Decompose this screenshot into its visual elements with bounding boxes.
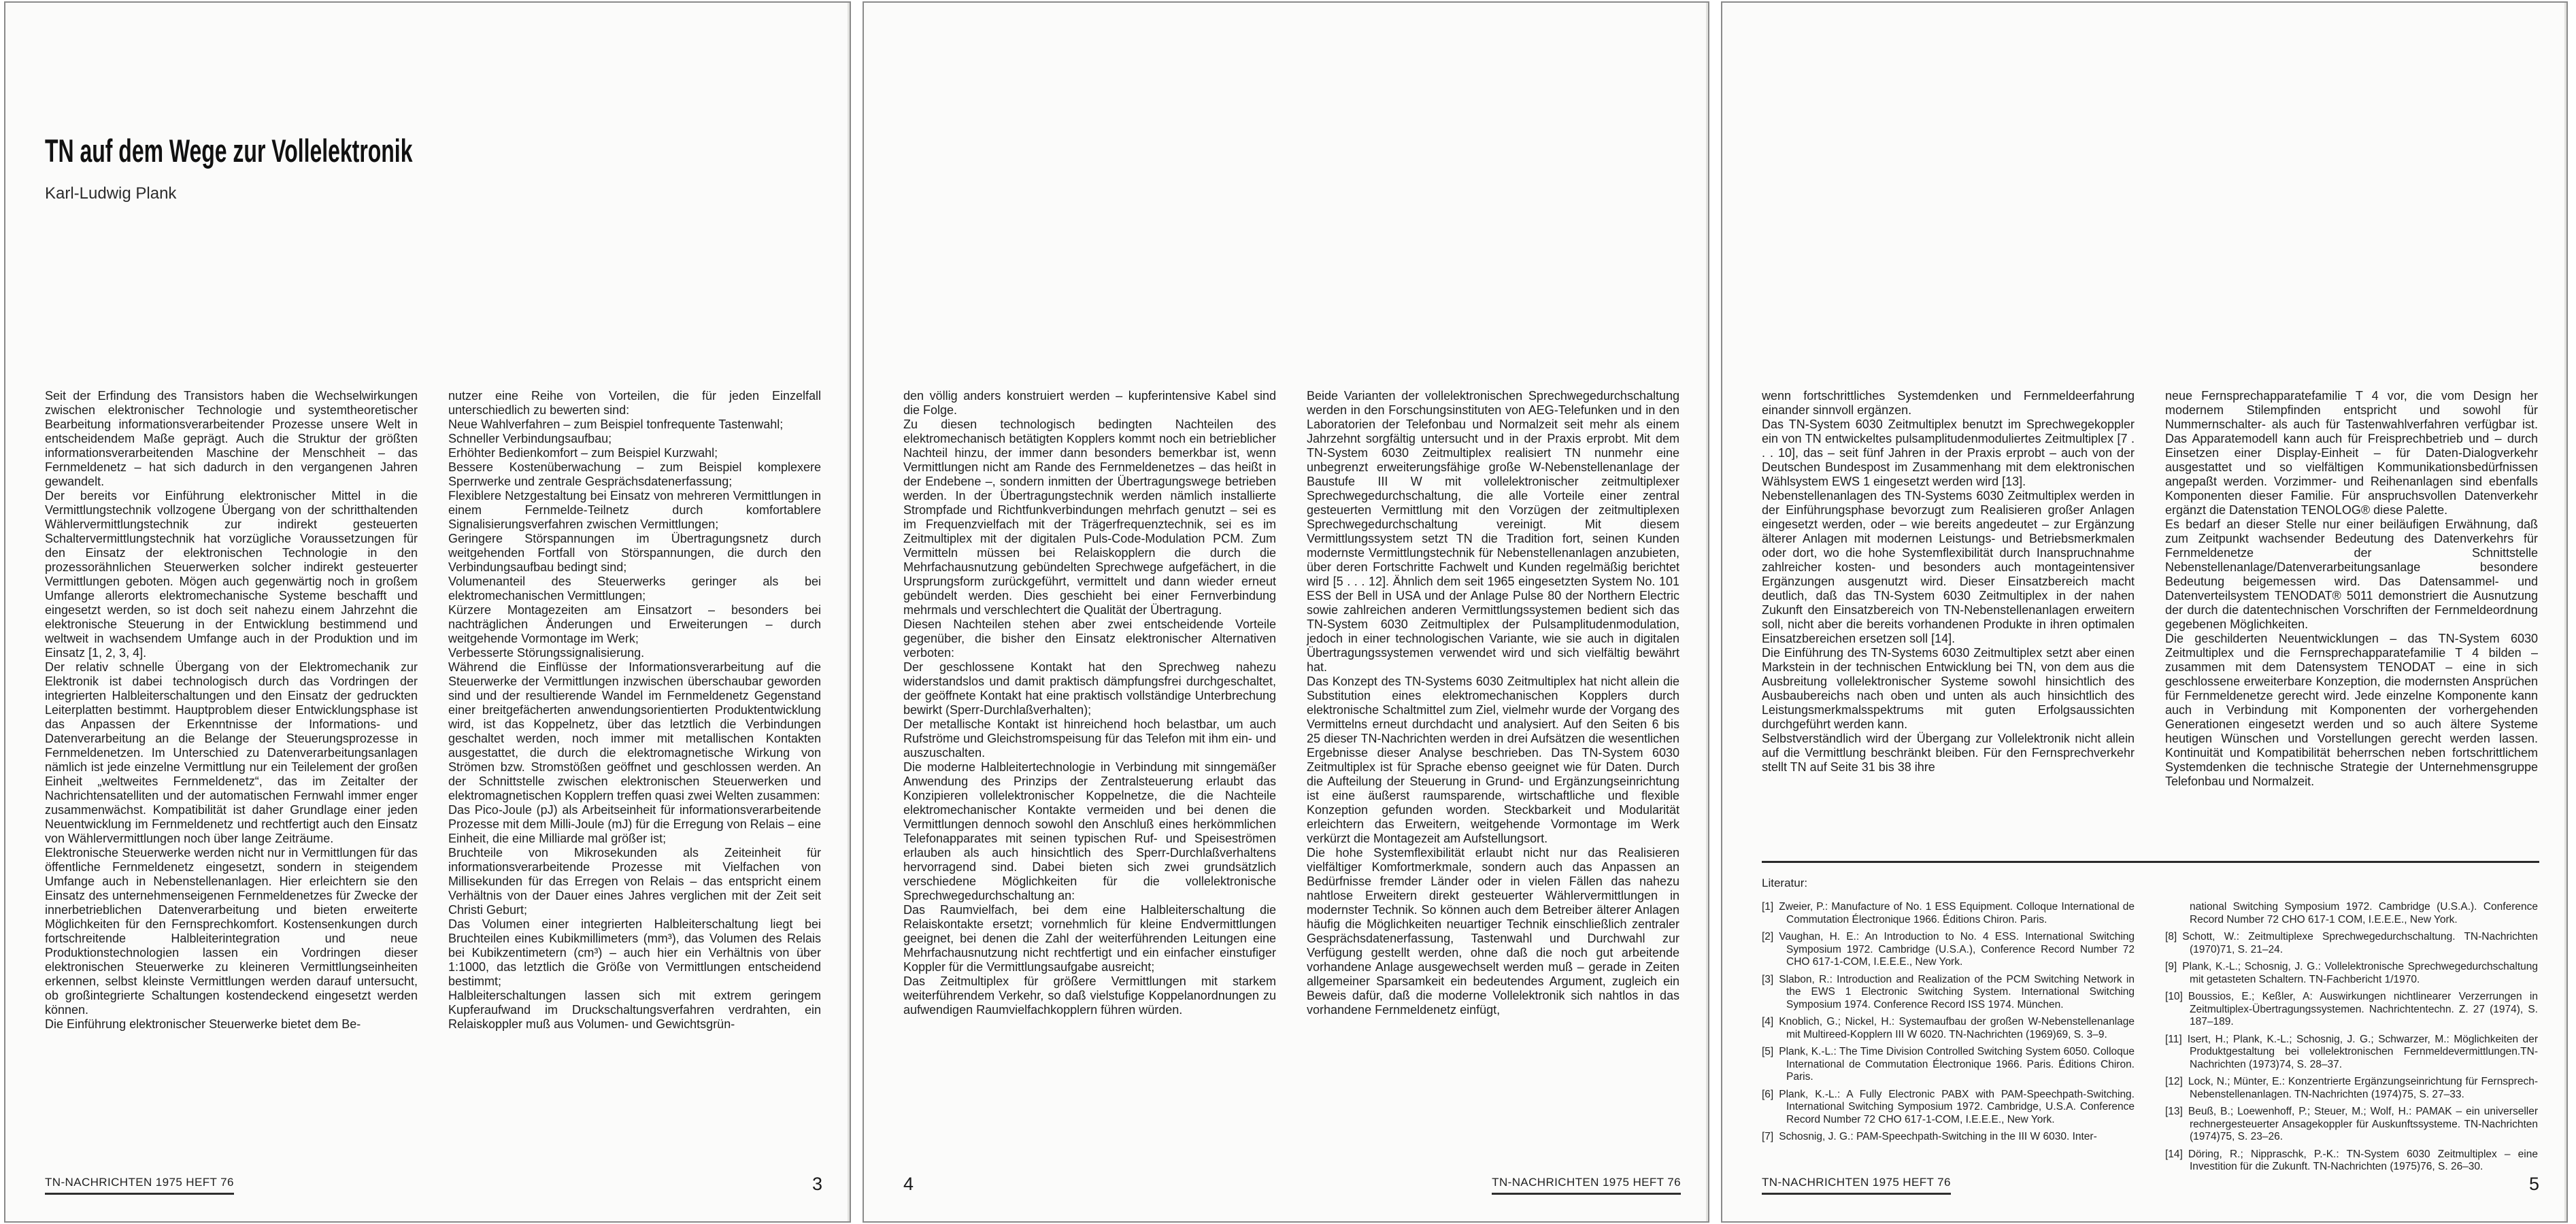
reference-text: Lock, N.; Münter, E.: Konzentrierte Ergänzungseinrichtung für Fernsprech-Nebenstellenanlagen. TN-Nachrichten (1974)75, S. 27–33. (2188, 1076, 2538, 1100)
reference-label: [14] (2165, 1148, 2183, 1160)
reference-item (2165, 1149, 2538, 1174)
page4-column-1 (903, 389, 1276, 1017)
body-paragraph: Erhöhter Bedienkomfort – zum Beispiel Kurzwahl; (448, 446, 718, 460)
reference-item (2165, 1034, 2538, 1072)
reference-item (2165, 1076, 2538, 1101)
body-paragraph: Die moderne Halbleitertechnologie in Verbindung mit sinngemäßer Anwendung des Prinzips der Zentralsteuerung erlaubt das Konzipieren vollelektronischer Koppelnetze, die die Nachteile elektromechanischer Kontakte vermeiden und bei denen die Vermittlungen dennoch sowohl den Anschluß eines herkömmlichen Telefonapparates mit seinen typischen Ruf- und Speiseströmen erlauben als auch hinsichtlich des Sperr-Durchlaßverhaltens hervorragend sind. Dabei bieten sich zwei grundsätzlich verschiedene Möglichkeiten für die vollelektronische Sprechwegedurchschaltung an: (903, 760, 1276, 902)
reference-item (2165, 991, 2538, 1029)
reference-item (2165, 901, 2538, 926)
article-title: TN auf dem Wege zur Vollelektronik (45, 133, 413, 169)
reference-label: [10] (2165, 991, 2183, 1002)
body-paragraph: Volumenanteil des Steuerwerks geringer als bei elektromechanischen Vermittlungen; (448, 575, 821, 602)
reference-text: Boussios, E.; Keßler, A: Auswirkungen nichtlinearer Verzerrungen in Zeitmultiplex-Übertragungssystemen. Nachrichtentechn. Z. 27 (1974), S. 187–189. (2188, 991, 2538, 1027)
page3-body (45, 389, 822, 1032)
reference-text: Plank, K.-L.: The Time Division Controlled Switching System 6050. Colloque International de Commutation Électronique 1966. Paris. Éditions Chiron. Paris. (1779, 1046, 2135, 1083)
page-3 (4, 1, 851, 1223)
reference-item (1762, 1131, 2135, 1144)
page3-column-1 (45, 389, 418, 1032)
body-paragraph: Die hohe Systemflexibilität erlaubt nicht nur das Realisieren vielfältiger Komfortmerkmale, sondern auch das Anpassen an Bedürfnisse fremder Länder oder in vielen Fällen das nahezu nahtlose Erweitern direkt gesteuerter Wählervermittlungen in modernster Technik. So können auch dem Betreiber älterer Anlagen häufig die Möglichkeiten neuartiger Technik einschließlich zentraler Gesprächsdatenerfassung, Tastenwahl und Durchwahl zur Verfügung gestellt werden, ohne daß die noch gut arbeitende vorhandene Anlage ausgewechselt werden muß – gerade in Zeiten allgemeiner Sparsamkeit ein bedeutendes Argument, zugleich ein Beweis dafür, daß die moderne Vollelektronik sich nahtlos in das vorhandene Fernmeldenetz einfügt, (1307, 846, 1679, 1017)
body-paragraph: Das Konzept des TN-Systems 6030 Zeitmultiplex hat nicht allein die Substitution eines elektromechanischen Kopplers durch elektronische Schaltmittel zum Ziel, vielmehr wurde der Vorgang des Vermittelns erneut durchdacht und analysiert. Auf den Seiten 6 bis 25 dieser TN-Nachrichten werden in drei Aufsätzen die wesentlichen Ergebnisse dieser Analyse beschrieben. Das TN-System 6030 Zeitmultiplex ist für Sprache ebenso geeignet wie für Daten. Durch die Aufteilung der Steuerung in Grund- und Ergänzungseinrichtung ist eine äußerst raumsparende, wirtschaftliche und flexible Konzeption gefunden worden. Steckbarkeit und Modularität erleichtern das Erweitern, weitgehende Vormontage im Werk verkürzt die Montagezeit am Aufstellungsort. (1307, 675, 1679, 845)
journal-name: TN-NACHRICHTEN 1975 HEFT 76 (1492, 1176, 1681, 1195)
reference-label: [12] (2165, 1076, 2183, 1087)
body-paragraph: Die geschilderten Neuentwicklungen – das TN-System 6030 Zeitmultiplex und die Fernsprechapparatefamilie T 4 bilden – zusammen mit dem Datensystem TENODAT – eine in sich geschlossene erweiterbare Konzeption, die modernsten Ansprüchen für Fernmeldenetze gerecht wird. Jede einzelne Komponente kann auch in Verbindung mit Komponenten der vorhergehenden Generationen eingesetzt werden und so auch ältere Systeme heutigen Wünschen und Vorstellungen gerecht werden lassen. Kontinuität und Kompatibilität beherrschen neben fortschrittlichem Systemdenken die technische Strategie der Unternehmensgruppe Telefonbau und Normalzeit. (2165, 632, 2538, 788)
body-paragraph: Die Einführung elektronischer Steuerwerke bietet dem Be- (45, 1017, 361, 1031)
reference-item (1762, 974, 2135, 1012)
reference-text: Vaughan, H. E.: An Introduction to No. 4 ESS. International Switching Symposium 1972. Cambridge (U.S.A.), Conference Record Number 72 CHO 617-1-COM, I.E.E.E., New York. (1779, 931, 2135, 968)
literatur-column-2 (2165, 901, 2538, 1178)
body-paragraph: Seit der Erfindung des Transistors haben die Wechselwirkungen zwischen elektronischer Technologie und systemtheoretischer Bearbeitung informationsverarbeitender Prozesse unsere Welt in entscheidendem Maße geprägt. Auch die Struktur der größten informationsverarbeitenden Maschine der Menschheit – das Fernmeldenetz – hat sich dadurch in den vergangenen Jahren gewandelt. (45, 389, 418, 488)
body-paragraph: Neue Wahlverfahren – zum Beispiel tonfrequente Tastenwahl; (448, 418, 784, 431)
page5-column-1 (1762, 389, 2135, 775)
reference-item (2165, 1106, 2538, 1144)
page5-column-2 (2165, 389, 2538, 789)
body-paragraph: Der relativ schnelle Übergang von der Elektromechanik zur Elektronik ist dabei technologisch durch das Vordringen der integrierten Halbleiterschaltungen und den Einsatz der gedruckten Leiterplatten bestimmt. Hauptproblem dieser Entwicklungsphase ist das Anpassen der Erkenntnisse der Informations- und Datenverarbeitung an die Belange der Steuerungsprozesse in Fernmeldenetzen. Im Unterschied zu Datenverarbeitungsanlagen nämlich ist jede einzelne Vermittlung nur ein Teilelement der großen Einheit „weltweites Fernmeldenetz“, das im Zeitalter der Nachrichtensatelliten und der automatischen Fernwahl immer enger zusammenwächst. Kompatibilität ist daher Grundlage einer jeden Neuentwicklung im Fernmeldenetz und rechtfertigt auch den Einsatz von Wählervermittlungen noch über lange Zeiträume. (45, 660, 418, 845)
body-paragraph: neue Fernsprechapparatefamilie T 4 vor, die vom Design her modernem Stilempfinden entspricht und sowohl für Nummernschalter- als auch für Tastenwahlverfahren verfügbar ist. Das Apparatemodell kann auch für Freisprechbetrieb und – durch Einsetzen einer Display-Einheit – für Daten-Dialogverkehr ausgestattet und so vielfältigen Kommunikationsbedürfnissen angepaßt werden. Vorzimmer- und Reihenanlagen sind ebenfalls Komponenten dieser Familie. Für anspruchsvollen Datenverkehr ergänzt die Datenstation TENOLOG® diese Palette. (2165, 389, 2538, 517)
body-paragraph: Bruchteile von Mikrosekunden als Zeiteinheit für informationsverarbeitende Prozesse mit Vielfachen von Millisekunden für das Erregen von Relais – das entspricht einem Verhältnis von der Dauer eines Jahres verglichen mit der Zeit seit Christi Geburt; (448, 846, 821, 917)
reference-text: Schott, W.: Zeitmultiplexe Sprechwegedurchschaltung. TN-Nachrichten (1970)71, S. 21–24. (2182, 931, 2538, 955)
body-paragraph: Schneller Verbindungsaufbau; (448, 432, 612, 445)
reference-label: [3] (1762, 973, 1774, 985)
body-paragraph: Nebenstellenanlagen des TN-Systems 6030 Zeitmultiplex werden in der Einführungsphase bevorzugt zum Realisieren großer Anlagen eingesetzt werden, oder – wie bereits angedeutet – zur Ergänzung älterer Anlagen mit modernen Leistungs- und Betriebsmerkmalen oder dort, wo die hohe Systemflexibilität durch Inanspruchnahme zahlreicher kosten- und besonders auch montageintensiver Ergänzungen ausgenutzt wird. Dieser Einsatzbereich macht deutlich, daß das TN-System 6030 Zeitmultiplex in der nahen Zukunft den Einsatzbereich von TN-Nebenstellenanlagen erweitern soll, nicht aber die bereits vorhandenen Produkte in ihren optimalen Einsatzbereichen ersetzen soll [14]. (1762, 489, 2135, 645)
literatur-columns (1762, 901, 2539, 1178)
body-paragraph: Bessere Kostenüberwachung – zum Beispiel komplexere Sperrwerke und zentrale Gesprächsdatenerfassung; (448, 460, 821, 488)
page5-body (1762, 389, 2539, 849)
reference-text: Slabon, R.: Introduction and Realization of the PCM Switching Network in the EWS 1 Electronic Switching System. International Switching Symposium 1974. Conference Record ISS 1974. München. (1779, 973, 2135, 1010)
reference-label: [2] (1762, 931, 1774, 942)
reference-item (1762, 901, 2135, 926)
reference-item (2165, 931, 2538, 956)
body-paragraph: Das Pico-Joule (pJ) als Arbeitseinheit für informationsverarbeitende Prozesse mit dem Milli-Joule (mJ) für die Erregung von Relais – eine Einheit, die eine Milliarde mal größer ist; (448, 803, 821, 845)
reference-label: [9] (2165, 961, 2177, 972)
body-paragraph: Flexiblere Netzgestaltung bei Einsatz von mehreren Vermittlungen in einem Fernmelde-Teilnetz durch komfortablere Signalisierungsverfahren zwischen Vermittlungen; (448, 489, 821, 531)
reference-item (1762, 1046, 2135, 1084)
body-paragraph: den völlig anders konstruiert werden – kupferintensive Kabel sind die Folge. (903, 389, 1276, 417)
literatur-section (1762, 861, 2539, 1178)
body-paragraph: Geringere Störspannungen im Übertragungsnetz durch weitgehenden Fortfall von Störspannungen, die durch den Verbindungsaufbau bedingt sind; (448, 532, 821, 574)
page4-body (903, 389, 1681, 1017)
reference-text: Isert, H.; Plank, K.-L.; Schosnig, J. G.; Schwarzer, M.: Möglichkeiten der Produktgestaltung bei vollelektronischen Fernmeldevermittlungen.TN-Nachrichten (1973)74, S. 28–37. (2187, 1033, 2538, 1070)
literatur-column-1 (1762, 901, 2135, 1178)
body-paragraph: Es bedarf an dieser Stelle nur einer beiläufigen Erwähnung, daß zum Zeitpunkt wachsender Bedeutung des Datenverkehrs für Fernmeldenetze der Schnittstelle Nebenstellenanlage/Datenverarbeitungsanlage besondere Bedeutung beigemessen wird. Das Datensammel- und Datenverteilsystem TENODAT® 5011 demonstriert die Ausnutzung der durch die datentechnischen Vorschriften der Fernmeldeordnung gegebenen Möglichkeiten. (2165, 517, 2538, 631)
article-header (45, 132, 822, 203)
body-paragraph: Der bereits vor Einführung elektronischer Mittel in die Vermittlungstechnik vollzogene Übergang von der schritthaltenden Wählervermittlungstechnik zur indirekt gesteuerten Schaltervermittlungstechnik hat vorzügliche Voraussetzungen für den Einsatz der elektronischen Technologie in den prozessorähnlichen Steuerwerken solcher indirekt gesteuerter Vermittlungen geboten. Mögen auch gegenwärtig noch in großem Umfange allerorts elektromechanische Systeme beschafft und eingesetzt werden, so ist doch seit nahezu einem Jahrzehnt die elektronische Steuerung in der Entwicklung bestimmend und weltweit in wachsendem Umfange auch in der Produktion und im Einsatz [1, 2, 3, 4]. (45, 489, 418, 660)
body-paragraph: Verbesserte Störungssignalisierung. (448, 646, 645, 660)
page-number: 5 (2528, 1174, 2539, 1194)
reference-label: [1] (1762, 901, 1774, 913)
reference-text: Plank, K.-L.; Schosnig, J. G.: Vollelektronische Sprechwegedurchschaltung mit getasteten Schaltern. TN-Fachbericht 1/1970. (2182, 961, 2538, 985)
body-paragraph: Selbstverständlich wird der Übergang zur Vollelektronik nicht allein auf die Vermittlung beschränkt bleiben. Für den Fernsprechverkehr stellt TN auf Seite 31 bis 38 ihre (1762, 732, 2135, 774)
reference-item (1762, 931, 2135, 969)
reference-label: [7] (1762, 1131, 1774, 1142)
body-paragraph: Beide Varianten der vollelektronischen Sprechwegedurchschaltung werden in den Forschungsinstituten von AEG-Telefunken und in den Laboratorien der Telefonbau und Normalzeit seit mehr als einem Jahrzehnt sorgfältig untersucht und in der Praxis erprobt. Mit dem TN-System 6030 Zeitmultiplex realisiert TN nunmehr eine unbegrenzt erweiterungsfähige große W-Nebenstellenanlage der Baustufe III W mit vollelektronischer zeitmultiplexer Sprechwegedurchschaltung, die alle Vorteile einer zentral gesteuerten Vermittlung mit den Vorzügen der zeitmultiplexen Sprechwegedurchschaltung vereinigt. Mit diesem Vermittlungssystem setzt TN die Tradition fort, seinen Kunden modernste Vermittlungstechnik für Nebenstellenanlagen anzubieten, über deren Fortschritte Fachwelt und Kunden regelmäßig berichtet wird [5 . . . 12]. Ähnlich dem seit 1965 eingesetzten System No. 101 ESS der Bell in USA und der Anlage Pulse 80 der Northern Electric sowie zahlreichen anderen Vermittlungssystemen bedient sich das TN-System 6030 Zeitmultiplex der Pulsamplitudenmodulation, jedoch in einer technologischen Variante, wie sie auch in digitalen Übertragungssystemen verwendet wird und sich vielfältig bewährt hat. (1307, 389, 1679, 674)
reference-label: [8] (2165, 931, 2177, 942)
reference-text: national Switching Symposium 1972. Cambridge (U.S.A.). Conference Record Number 72 CHO 617-1 COM, I.E.E.E., New York. (2190, 901, 2538, 925)
reference-label: [5] (1762, 1046, 1774, 1057)
article-author: Karl-Ludwig Plank (45, 184, 177, 203)
body-paragraph: nutzer eine Reihe von Vorteilen, die für jeden Einzelfall unterschiedlich zu bewerten sind: (448, 389, 821, 417)
body-paragraph: Kürzere Montagezeiten am Einsatzort – besonders bei nachträglichen Änderungen und Erweiterungen – durch weitgehende Vormontage im Werk; (448, 603, 821, 645)
reference-item (2165, 961, 2538, 986)
reference-text: Schosnig, J. G.: PAM-Speechpath-Switching in the III W 6030. Inter- (1779, 1131, 2097, 1142)
body-paragraph: Der metallische Kontakt ist hinreichend hoch belastbar, um auch Rufströme und Gleichstromspeisung für das Telefon mit ihm ein- und auszuschalten. (903, 717, 1276, 760)
page3-footer (45, 1174, 822, 1195)
reference-label: [11] (2165, 1033, 2182, 1045)
reference-text: Knoblich, G.; Nickel, H.: Systemaufbau der großen W-Nebenstellenanlage mit Multireed-Kopplern III W 6020. TN-Nachrichten (1969)69, S. 3–9. (1779, 1016, 2135, 1040)
page5-footer (1762, 1174, 2539, 1195)
reference-text: Döring, R.; Nippraschk, P.-K.: TN-System 6030 Zeitmultiplex – eine Investition für die Zukunft. TN-Nachrichten (1975)76, S. 26–30. (2188, 1148, 2538, 1172)
reference-label: [6] (1762, 1088, 1774, 1100)
literatur-heading: Literatur: (1762, 877, 1808, 889)
reference-item (1762, 1089, 2135, 1127)
body-paragraph: Das TN-System 6030 Zeitmultiplex benutzt im Sprechwegekoppler ein von TN entwickeltes pulsamplitudenmoduliertes Zeitmultiplex [7 . . . 10], das – seit fünf Jahren in der Praxis erprobt – auch von der Deutschen Bundespost im Zusammenhang mit dem elektronischen Wählsystem EWS 1 eingesetzt werden wird [13]. (1762, 418, 2135, 488)
page-5 (1721, 1, 2568, 1223)
page4-footer (903, 1174, 1681, 1195)
body-paragraph: wenn fortschrittliches Systemdenken und Fernmeldeerfahrung einander sinnvoll ergänzen. (1762, 389, 2135, 417)
page-4 (863, 1, 1709, 1223)
body-paragraph: Während die Einflüsse der Informationsverarbeitung auf die Steuerwerke der Vermittlungen inzwischen überschaubar geworden sind und der resultierende Wandel im Fernmeldenetz Gegenstand einer breitgefächerten anwendungsorientierten Produktentwicklung wird, ist das Koppelnetz, über das letztlich die Verbindungen geschaltet werden, noch immer mit metallischen Kontakten ausgestattet, die durch die elektromagnetische Wirkung von Strömen bzw. Stromstößen geöffnet und geschlossen werden. An der Schnittstelle zwischen elektronischen Steuerwerken und elektromagnetischen Kopplern treffen quasi zwei Welten zusammen: (448, 660, 821, 802)
body-paragraph: Der geschlossene Kontakt hat den Sprechweg nahezu widerstandslos und damit praktisch dämpfungsfrei durchgeschaltet, der geöffnete Kontakt hat eine praktisch vollständige Unterbrechung bewirkt (Sperr-Durchlaßverhalten); (903, 660, 1276, 717)
reference-label: [13] (2165, 1106, 2183, 1117)
page-number: 4 (903, 1174, 914, 1194)
body-paragraph: Die Einführung des TN-Systems 6030 Zeitmultiplex setzt aber einen Markstein in der technischen Entwicklung bei TN, von dem aus die Ausbreitung vollelektronischer Systeme sowohl hinsichtlich des Ausbaubereichs nach oben und unten als auch hinsichtlich des Leistungsmerkmalsspektrums mit guten Erfolgsaussichten durchgeführt werden kann. (1762, 646, 2135, 731)
body-paragraph: Elektronische Steuerwerke werden nicht nur in Vermittlungen für das öffentliche Fernmeldenetz eingesetzt, sondern in steigendem Umfange auch in Nebenstellenanlagen. Hier erleichtern sie den Einsatz des unternehmenseigenen Fernmeldenetzes für Zwecke der innerbetrieblichen Datenverarbeitung und bieten erweiterte Möglichkeiten für den Fernsprechkomfort. Kostensenkungen durch fortschreitende Halbleiterintegration und neue Produktionstechnologien lassen ein Vordringen dieser elektronischen Steuerwerke zu kleineren Vermittlungseinheiten erkennen, selbst kleinste Vermittlungen werden darauf untersucht, ob großintegrierte Schaltungen kostendeckend eingesetzt werden können. (45, 846, 418, 1017)
page-number: 3 (812, 1174, 822, 1194)
literatur-divider-rule (1762, 861, 2539, 863)
page3-column-2 (448, 389, 821, 1032)
page4-column-2 (1307, 389, 1679, 1017)
body-paragraph: Das Zeitmultiplex für größere Vermittlungen mit starkem weiterführendem Verkehr, so daß vielstufige Koppelanordnungen zu aufwendigen Raumvielfachkopplern führen würden. (903, 974, 1276, 1017)
body-paragraph: Diesen Nachteilen stehen aber zwei entscheidende Vorteile gegenüber, die bisher den Einsatz elektronischer Alternativen verboten: (903, 617, 1276, 660)
body-paragraph: Das Raumvielfach, bei dem eine Halbleiterschaltung die Relaiskontakte ersetzt; vornehmlich für kleine Endvermittlungen geeignet, bei denen die Zahl der weiterführenden Leitungen eine Mehrfachausnutzung nicht rechtfertigt und ein einfacher einstufiger Koppler für die Vermittlungsaufgabe ausreicht; (903, 903, 1276, 974)
body-paragraph: Zu diesen technologisch bedingten Nachteilen des elektromechanisch betätigten Kopplers kommt noch ein betrieblicher Nachteil hinzu, der immer dann besonders bemerkbar ist, wenn Vermittlungen nicht am Rande des Fernmeldenetzes – das heißt in der Endebene –, sondern inmitten der Übertragungswege betrieben werden. In der Übertragungstechnik werden nämlich installierte Strompfade und Richtfunkverbindungen mehrfach genutzt – sei es im Frequenzvielfach mit der Trägerfrequenztechnik, sei es im Zeitmultiplex mit der digitalen Puls-Code-Modulation PCM. Zum Vermitteln müssen bei Relaiskopplern die durch die Mehrfachausnutzung gebündelten Sprechwege aufgefächert, in die Ursprungsform zurückgeführt, vermittelt und dann wieder erneut gebündelt werden. Dies geschieht bei einer Fernverbindung mehrmals und verschlechtert die Qualität der Übertragung. (903, 418, 1276, 617)
reference-item (1762, 1016, 2135, 1041)
body-paragraph: Das Volumen einer integrierten Halbleiterschaltung liegt bei Bruchteilen eines Kubikmillimeters (mm³), das Volumen des Relais bei Kubikzentimetern (cm³) – auch hier ein Verhältnis von über 1:1000, das letztlich die Größe von Vermittlungen entscheidend bestimmt; (448, 917, 821, 988)
journal-name: TN-NACHRICHTEN 1975 HEFT 76 (45, 1176, 234, 1195)
reference-text: Plank, K.-L.: A Fully Electronic PABX with PAM-Speechpath-Switching. International Switching Symposium 1972. Cambridge, U.S.A. Conference Record Number 72 CHO 617-1-COM, I.E.E.E., New York. (1779, 1088, 2135, 1125)
reference-text: Zweier, P.: Manufacture of No. 1 ESS Equipment. Colloque International de Commutation Électronique 1966. Éditions Chiron. Paris. (1779, 901, 2135, 925)
reference-label: [4] (1762, 1016, 1774, 1027)
reference-text: Beuß, B.; Loewenhoff, P.; Steuer, M.; Wolf, H.: PAMAK – ein universeller rechnergesteuerter Ansagekoppler für Auskunftssysteme. TN-Nachrichten (1974)75, S. 23–26. (2188, 1106, 2538, 1142)
body-paragraph: Halbleiterschaltungen lassen sich mit extrem geringem Kupferaufwand im Druckschaltungsverfahren verdrahten, ein Relaiskoppler muß aus Volumen- und Gewichtsgrün- (448, 989, 821, 1031)
journal-name: TN-NACHRICHTEN 1975 HEFT 76 (1762, 1176, 1951, 1195)
